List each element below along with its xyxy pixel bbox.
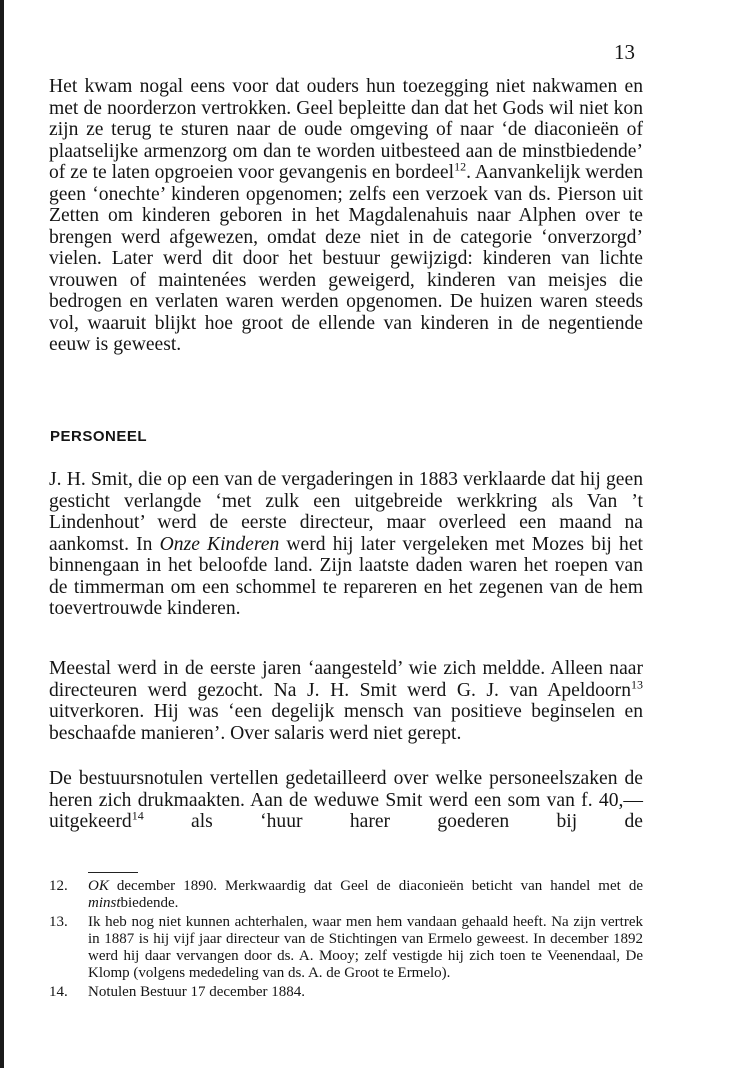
footnote-text: Ik heb nog niet kunnen achterhalen, waar men hem vandaan gehaald heeft. Na zijn vertrek in 1887 is hij vijf jaar directeur van de Stichtingen van Ermelo geweest. In december 1892 werd hij daar vervangen door ds. A. Mooy; zelf vestigde hij zich toen te Veenendaal, De Klomp (volgens mededeling van ds. A. de Groot te Ermelo). (88, 914, 643, 981)
footnote-text: Notulen Bestuur 17 december 1884. (88, 984, 306, 1000)
paragraph-text: uitverkoren. Hij was ‘een degelijk mensch van positieve beginselen en beschaafde manieren’. Over salaris werd niet gerept. (49, 701, 643, 744)
magazine-title: Onze Kinderen (159, 533, 280, 555)
paragraph-4 (49, 768, 643, 833)
footnote-14 (49, 984, 643, 1001)
paragraph-3 (49, 658, 643, 744)
footnote-ref-14[interactable]: 14 (131, 808, 144, 823)
footnote-italic-word: minst (88, 895, 121, 911)
footnote-number: 12. (49, 878, 68, 894)
footnote-12 (49, 878, 643, 912)
footnote-ref-12[interactable]: 12 (454, 159, 467, 174)
footnote-13 (49, 914, 643, 982)
paragraph-text: De bestuursnotulen vertellen gedetailleerd over welke personeelszaken de heren zich drukmaakten. Aan de weduwe Smit werd een som van f. 40,— uitgekeerd (49, 768, 643, 832)
footnote-divider (88, 872, 138, 873)
footnote-italic-lead: OK (88, 878, 109, 894)
section-heading: PERSONEEL (50, 428, 148, 445)
paragraph-text: J. H. Smit, die op een van de vergaderingen in 1883 verklaarde dat hij geen gesticht verlangde ‘met zulk een uitgebreide werkkring als Van ’t Lindenhout’ werd de eerste directeur, maar overleed een maand na aankomst. In (49, 469, 643, 555)
footnote-ref-13[interactable]: 13 (631, 676, 643, 691)
paragraph-text: Het kwam nogal eens voor dat ouders hun toezegging niet nakwamen en met de noorderzon vertrokken. Geel bepleitte dan dat het Gods wil niet kon zijn ze terug te sturen naar de oude omgeving of naar ‘de diaconieën of plaatselijke armenzorg om dan te worden uitbesteed aan de minstbiedende’ of ze te laten opgroeien voor gevangenis en bordeel (49, 76, 643, 183)
page-number: 13 (614, 40, 635, 64)
paragraph-text: . Aanvankelijk werden geen ‘onechte’ kinderen opgenomen; zelfs een verzoek van ds. Pierson uit Zetten om kinderen geboren in het Magdalenahuis naar Alphen over te brengen werd afgewezen, omdat deze niet in de categorie ‘onverzorgd’ vielen. Later werd dit door het bestuur gewijzigd: kinderen van lichte vrouwen of maintenées werden geweigerd, kinderen van meisjes die bedrogen en verlaten waren werden opgenomen. De huizen waren steeds vol, waaruit blijkt hoe groot de ellende van kinderen in de negentiende eeuw is geweest. (49, 162, 643, 355)
footnote-text (88, 878, 643, 912)
paragraph-text: als ‘huur harer goederen bij de (143, 811, 643, 832)
book-spine-edge (0, 0, 4, 1068)
paragraph-text: werd hij later vergeleken met Mozes bij het binnengaan in het beloofde land. Zijn laatste daden waren het roepen van de timmerman om een schommel te repareren en het zegenen van de hem toevertrouwde kinderen. (49, 533, 643, 619)
footnotes (49, 878, 643, 1003)
footnote-text-part: biedende. (120, 895, 179, 911)
footnote-number: 13. (49, 914, 68, 930)
paragraph-2 (49, 469, 643, 620)
paragraph-1 (49, 76, 643, 356)
footnote-text-part: december 1890. Merkwaardig dat Geel de diaconieën beticht van handel met de (108, 878, 643, 894)
paragraph-text: Meestal werd in de eerste jaren ‘aangesteld’ wie zich meldde. Alleen naar directeuren werd gezocht. Na J. H. Smit werd G. J. van Apeldoorn (49, 658, 643, 701)
footnote-number: 14. (49, 984, 68, 1000)
